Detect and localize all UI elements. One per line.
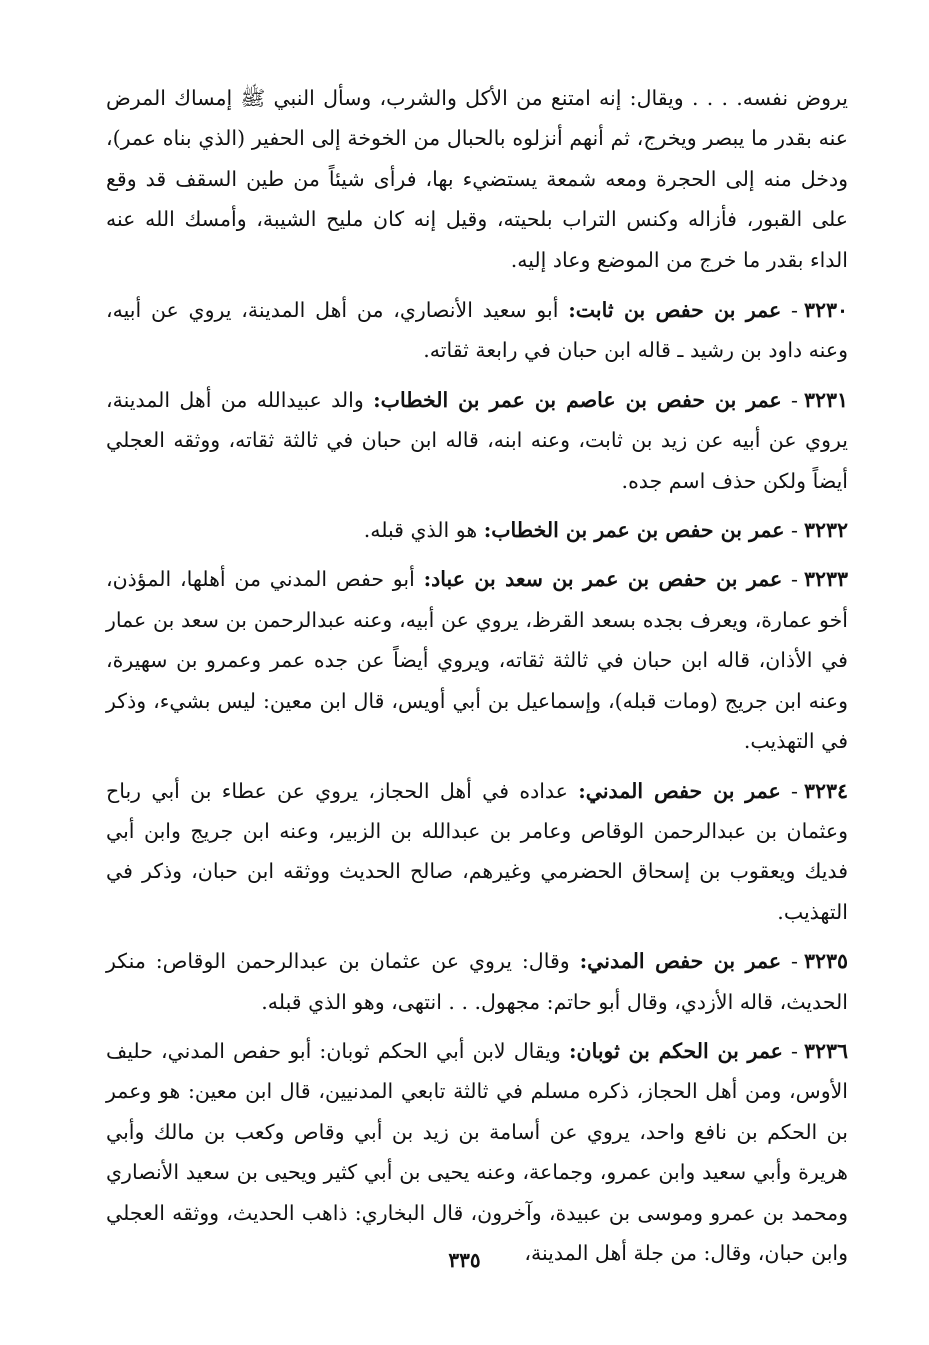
entry-text: وقال: يروي عن عثمان بن عبدالرحمن الوقاص: منكر الحديث، قاله الأزدي، وقال أبو حاتم: مجهول. . . انتهى، وهو الذي قبله.: [106, 949, 848, 1014]
entry-number: ٣٢٣٥: [803, 949, 848, 974]
entry-heading: عمر بن حفص بن ثابت:: [568, 298, 782, 323]
entry-heading: عمر بن الحكم بن ثوبان:: [568, 1038, 783, 1063]
entry-3230: [106, 290, 848, 371]
entry-heading: عمر بن حفص بن عمر بن سعد بن عباد:: [423, 567, 783, 592]
entry-dash: -: [782, 567, 798, 592]
entry-text: هو الذي قبله.: [363, 518, 478, 543]
continuation-text: يروض نفسه. . . . ويقال: إنه امتنع من الأكل والشرب، وسأل النبي ﷺ إمساك المرض عنه بقدر ما يبصر ويخرج، ثم أنهم أنزلوه بالحبال من الخوخة إلى الحفير (الذي بناه عمر)، ودخل منه إلى الحجرة ومعه شمعة يستضيء بها، فرأى شيئاً من طين السقف قد وقع على القبور، فأزاله وكنس التراب بلحيته، وقيل إنه كان مليح الشيبة، وأمسك الله عنه الداء بقدر ما خرج من الموضع وعاد إليه.: [106, 86, 848, 272]
entry-text: ويقال لابن أبي الحكم ثوبان: أبو حفص المدني، حليف الأوس، ومن أهل الحجاز، ذكره مسلم في ثالثة تابعي المدنيين، قال ابن معين: هو وعمر بن الحكم بن نافع واحد، يروي عن أسامة بن زيد بن أبي وقاص وكعب بن مالك وأبي هريرة وأبي سعيد وابن عمرو، وجماعة، وعنه يحيى بن أبي كثير ويحيى بن سعيد الأنصاري ومحمد بن عمرو وموسى بن عبيدة، وآخرون، قال البخاري: ذاهب الحديث، ووثقه العجلي وابن حبان، وقال: من جلة أهل المدينة،: [106, 1038, 848, 1265]
entry-dash: -: [784, 518, 798, 543]
entry-text: والد عبيدالله من أهل المدينة، يروي عن أبيه عن زيد بن ثابت، وعنه ابنه، قاله ابن حبان في ثالثة ثقاته، ووثقه العجلي أيضاً ولكن حذف اسم جده.: [106, 387, 848, 493]
entry-heading: عمر بن حفص بن عمر بن الخطاب:: [483, 518, 785, 543]
page-number: ٣٣٥: [448, 1248, 481, 1272]
entry-3231: [106, 380, 848, 501]
entry-heading: عمر بن حفص بن عاصم بن عمر بن الخطاب:: [373, 387, 782, 412]
entry-text: أبو حفص المدني من أهلها، المؤذن، أخو عمارة، ويعرف بجده بسعد القرظ، يروي عن أبيه، وعنه عبدالرحمن بن سعد بن عمار في الأذان، قاله ابن حبان في ثالثة ثقاته، ويروي أيضاً عن جده عمر وعمرو بن سهيرة، وعنه ابن جريج (ومات قبله)، وإسماعيل بن أبي أويس، قال ابن معين: ليس بشيء، وذكر في التهذيب.: [106, 567, 848, 754]
entry-3233: [106, 559, 848, 761]
entry-number: ٣٢٣١: [803, 387, 848, 412]
entry-3235: [106, 941, 848, 1022]
entry-text: أبو سعيد الأنصاري، من أهل المدينة، يروي عن أبيه، وعنه داود بن رشيد ـ قاله ابن حبان في رابعة ثقاته.: [106, 298, 848, 363]
entry-dash: -: [781, 387, 798, 412]
entry-dash: -: [781, 298, 798, 323]
entry-dash: -: [780, 778, 798, 803]
page-body: [106, 78, 848, 1282]
entry-3232: [106, 510, 848, 550]
entry-number: ٣٢٣٤: [803, 778, 848, 803]
entry-3236: [106, 1031, 848, 1273]
continuation-paragraph: [106, 78, 848, 280]
entry-text: عداده في أهل الحجاز، يروي عن عطاء بن أبي رباح وعثمان بن عبدالرحمن الوقاص وعامر بن عبدالله بن الزبير، وعنه ابن جريج وابن أبي فديك ويعقوب بن إسحاق الحضرمي وغيرهم، صالح الحديث ووثقه ابن حبان، وذكر في التهذيب.: [106, 778, 848, 924]
entry-heading: عمر بن حفص المدني:: [578, 778, 781, 803]
entry-heading: عمر بن حفص المدني:: [579, 949, 782, 974]
entry-number: ٣٢٣٠: [803, 298, 848, 323]
entry-dash: -: [781, 949, 798, 974]
entry-number: ٣٢٣٦: [803, 1038, 848, 1063]
entry-dash: -: [782, 1038, 798, 1063]
entry-3234: [106, 771, 848, 933]
entry-number: ٣٢٣٢: [803, 518, 848, 543]
entry-number: ٣٢٣٣: [803, 567, 848, 592]
